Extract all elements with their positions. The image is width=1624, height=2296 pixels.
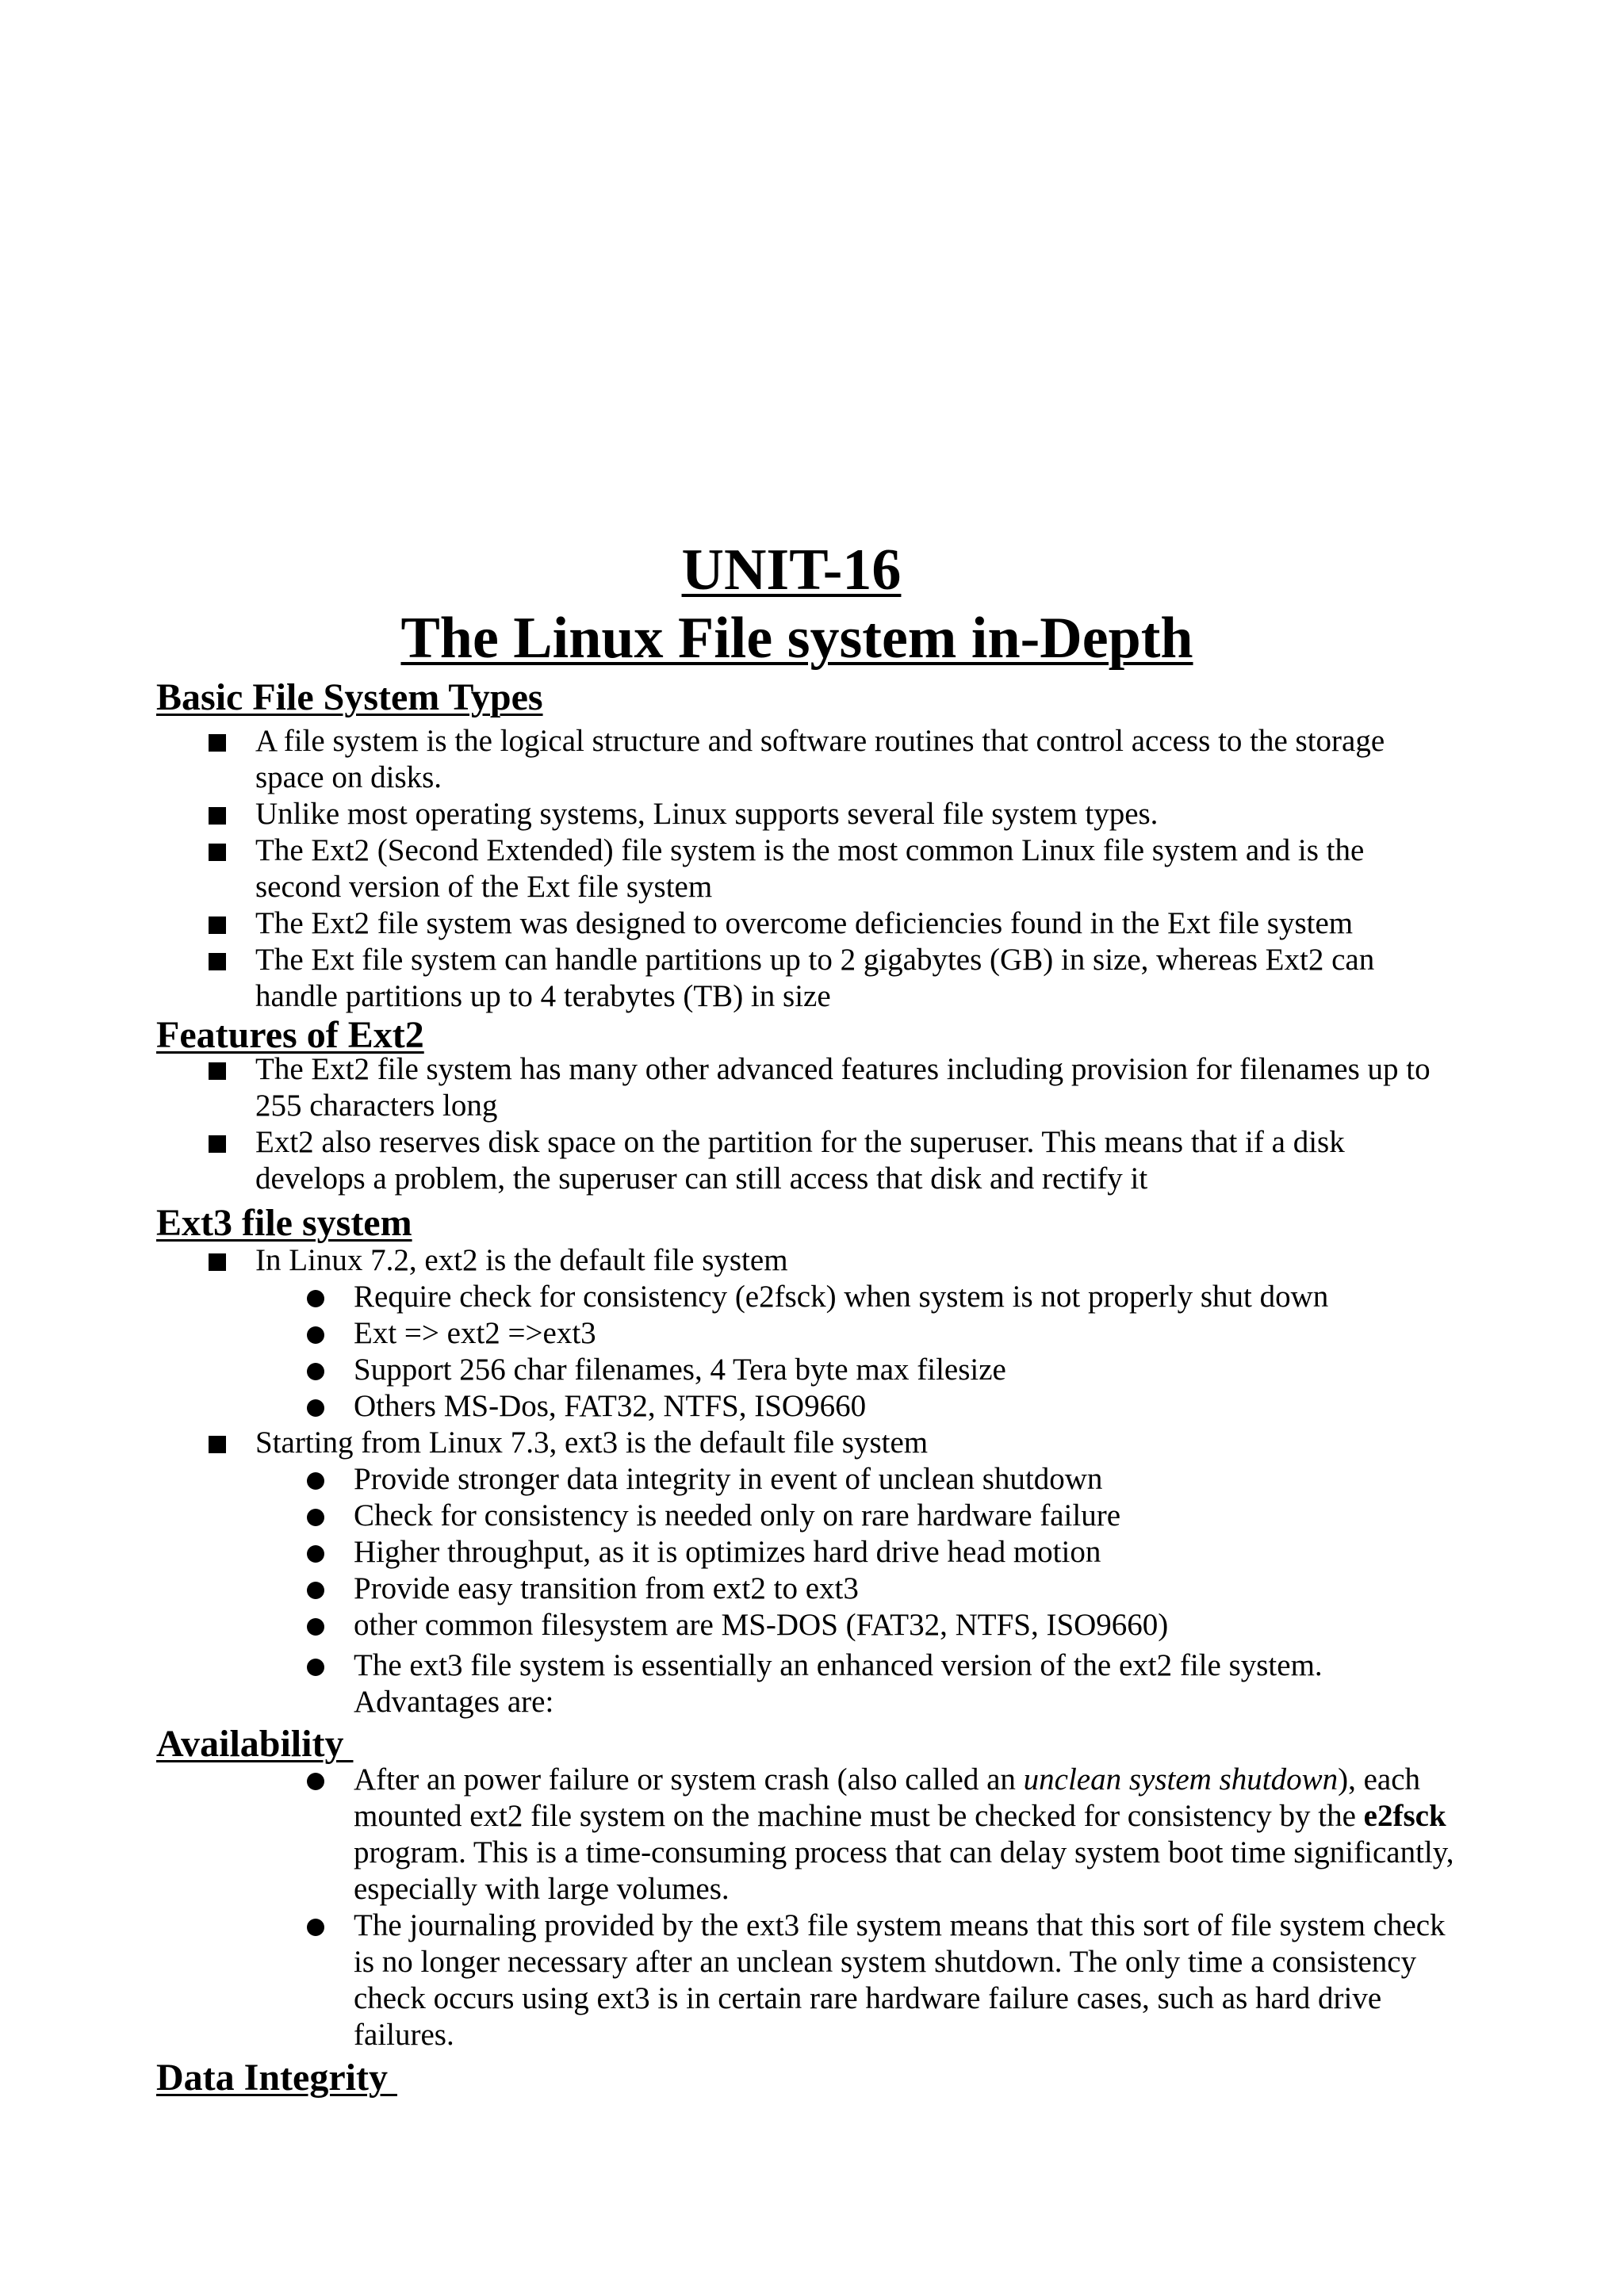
heading-availability: Availability: [156, 1723, 354, 1765]
round-bullet-icon: [307, 1399, 324, 1417]
sub-list-item: Ext => ext2 =>ext3: [354, 1316, 596, 1350]
round-bullet-icon: [307, 1472, 324, 1490]
sub-list-item: Support 256 char filenames, 4 Tera byte max filesize: [354, 1353, 1006, 1387]
round-bullet-icon: [307, 1363, 324, 1380]
sub-list-item-continuation: Advantages are:: [354, 1685, 554, 1719]
heading-features-of-ext2: Features of Ext2: [156, 1014, 424, 1056]
bold-term: e2fsck: [1363, 1799, 1446, 1833]
round-bullet-icon: [307, 1659, 324, 1676]
list-item-line: develops a problem, the superuser can still access that disk and rectify it: [255, 1161, 1148, 1196]
text-run: mounted ext2 file system on the machine must be checked for consistency by the: [354, 1799, 1364, 1833]
text-run: After an power failure or system crash (also called an: [354, 1762, 1024, 1797]
list-item-line: The Ext file system can handle partitions up to 2 gigabytes (GB) in size, whereas Ext2 can: [255, 943, 1375, 977]
unit-title: UNIT-16: [681, 538, 902, 603]
square-bullet-icon: [209, 1062, 226, 1080]
round-bullet-icon: [307, 1509, 324, 1526]
square-bullet-icon: [209, 916, 226, 934]
italic-term: unclean system shutdown: [1023, 1762, 1339, 1797]
list-item-line: The Ext2 file system was designed to overcome deficiencies found in the Ext file system: [255, 906, 1354, 940]
square-bullet-icon: [209, 1135, 226, 1153]
round-bullet-icon: [307, 1290, 324, 1307]
list-item-line: Starting from Linux 7.3, ext3 is the default file system: [255, 1425, 929, 1460]
availability-item-line: [354, 1798, 1446, 1835]
square-bullet-icon: [209, 1253, 226, 1271]
list-item-line: Ext2 also reserves disk space on the partition for the superuser. This means that if a disk: [255, 1125, 1345, 1159]
sub-list-item: Others MS-Dos, FAT32, NTFS, ISO9660: [354, 1389, 867, 1423]
round-bullet-icon: [307, 1582, 324, 1599]
availability-item-line: especially with large volumes.: [354, 1872, 730, 1906]
main-title: The Linux File system in-Depth: [400, 606, 1193, 671]
square-bullet-icon: [209, 1436, 226, 1453]
list-item-line: second version of the Ext file system: [255, 870, 713, 904]
round-bullet-icon: [307, 1618, 324, 1636]
list-item-line: space on disks.: [255, 760, 442, 794]
list-item-line: handle partitions up to 4 terabytes (TB) in size: [255, 979, 831, 1013]
list-item-line: The Ext2 (Second Extended) file system is the most common Linux file system and is the: [255, 833, 1365, 867]
round-bullet-icon: [307, 1773, 324, 1790]
sub-list-item: other common filesystem are MS-DOS (FAT32, NTFS, ISO9660): [354, 1608, 1169, 1642]
availability-item-line: [354, 1762, 1420, 1798]
round-bullet-icon: [307, 1919, 324, 1936]
round-bullet-icon: [307, 1545, 324, 1563]
text-run: ), each: [1338, 1762, 1421, 1797]
heading-ext3-file-system: Ext3 file system: [156, 1202, 412, 1244]
availability-item-line: The journaling provided by the ext3 file system means that this sort of file system check: [354, 1908, 1446, 1942]
list-item-line: 255 characters long: [255, 1089, 498, 1123]
availability-item-line: program. This is a time-consuming process that can delay system boot time significantly,: [354, 1835, 1454, 1869]
heading-data-integrity: Data Integrity: [156, 2057, 397, 2099]
availability-item-line: failures.: [354, 2018, 454, 2052]
sub-list-item: The ext3 file system is essentially an enhanced version of the ext2 file system.: [354, 1648, 1323, 1682]
sub-list-item: Provide easy transition from ext2 to ext3: [354, 1571, 859, 1605]
list-item-line: A file system is the logical structure and software routines that control access to the storage: [255, 724, 1385, 758]
square-bullet-icon: [209, 844, 226, 861]
sub-list-item: Provide stronger data integrity in event of unclean shutdown: [354, 1462, 1103, 1496]
list-item-line: The Ext2 file system has many other advanced features including provision for filenames up to: [255, 1052, 1431, 1086]
square-bullet-icon: [209, 734, 226, 752]
list-item-line: In Linux 7.2, ext2 is the default file system: [255, 1243, 788, 1277]
round-bullet-icon: [307, 1326, 324, 1344]
square-bullet-icon: [209, 953, 226, 970]
heading-basic-file-system-types: Basic File System Types: [156, 676, 543, 718]
availability-item-line: check occurs using ext3 is in certain rare hardware failure cases, such as hard drive: [354, 1981, 1382, 2015]
sub-list-item: Require check for consistency (e2fsck) when system is not properly shut down: [354, 1280, 1329, 1314]
sub-list-item: Check for consistency is needed only on rare hardware failure: [354, 1498, 1121, 1533]
sub-list-item: Higher throughput, as it is optimizes hard drive head motion: [354, 1535, 1101, 1569]
list-item-line: Unlike most operating systems, Linux supports several file system types.: [255, 797, 1159, 831]
availability-item-line: is no longer necessary after an unclean system shutdown. The only time a consistency: [354, 1945, 1417, 1979]
square-bullet-icon: [209, 807, 226, 825]
